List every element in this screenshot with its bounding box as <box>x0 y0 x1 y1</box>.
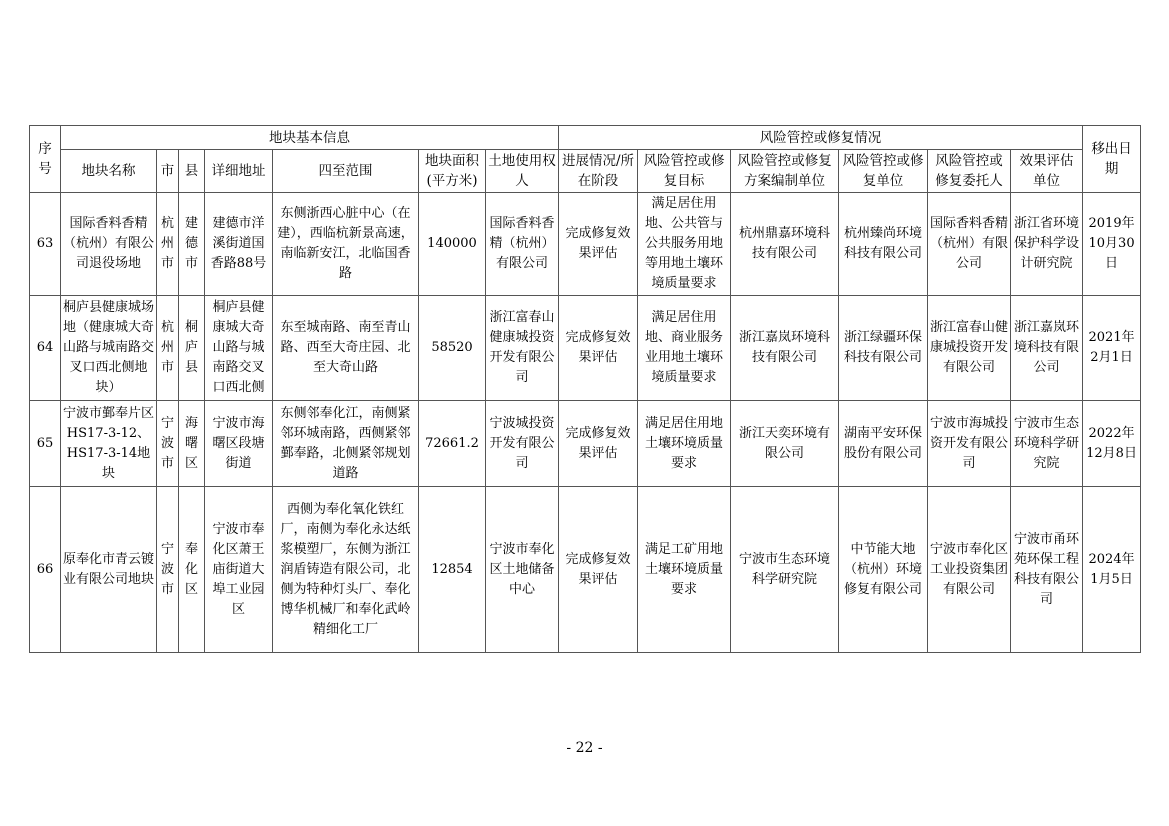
cell-target: 满足居住用地、商业服务业用地土壤环境质量要求 <box>638 296 731 401</box>
cell-seq: 63 <box>30 193 61 296</box>
cell-seq: 66 <box>30 487 61 653</box>
cell-target: 满足工矿用地土壤环境质量要求 <box>638 487 731 653</box>
header-seq: 序号 <box>30 126 61 193</box>
cell-area: 12854 <box>419 487 486 653</box>
cell-repair-unit: 杭州臻尚环境科技有限公司 <box>839 193 928 296</box>
cell-county: 建德市 <box>179 193 205 296</box>
cell-site-name: 桐庐县健康城场地（健康城大奇山路与城南路交叉口西北侧地块） <box>61 296 157 401</box>
cell-city: 杭州市 <box>157 193 179 296</box>
header-county: 县 <box>179 150 205 193</box>
cell-area: 140000 <box>419 193 486 296</box>
cell-site-name: 宁波市鄞奉片区HS17-3-12、HS17-3-14地块 <box>61 401 157 487</box>
cell-site-name: 国际香料香精（杭州）有限公司退役场地 <box>61 193 157 296</box>
cell-eval-unit: 宁波市甬环苑环保工程科技有限公司 <box>1011 487 1083 653</box>
cell-removal-date: 2024年1月5日 <box>1083 487 1141 653</box>
cell-target: 满足居住用地土壤环境质量要求 <box>638 401 731 487</box>
cell-plan-unit: 宁波市生态环境科学研究院 <box>731 487 839 653</box>
cell-eval-unit: 宁波市生态环境科学研究院 <box>1011 401 1083 487</box>
cell-city: 宁波市 <box>157 487 179 653</box>
cell-county: 奉化区 <box>179 487 205 653</box>
header-stage: 进展情况/所在阶段 <box>559 150 638 193</box>
cell-bounds: 东至城南路、南至青山路、西至大奇庄园、北至大奇山路 <box>273 296 419 401</box>
cell-owner: 浙江富春山健康城投资开发有限公司 <box>486 296 559 401</box>
cell-eval-unit: 浙江省环境保护科学设计研究院 <box>1011 193 1083 296</box>
header-client: 风险管控或修复委托人 <box>928 150 1011 193</box>
header-removal-date: 移出日期 <box>1083 126 1141 193</box>
cell-client: 宁波市海城投资开发有限公司 <box>928 401 1011 487</box>
cell-client: 国际香料香精（杭州）有限公司 <box>928 193 1011 296</box>
header-repair-unit: 风险管控或修复单位 <box>839 150 928 193</box>
cell-bounds: 东侧浙西心脏中心（在建），西临杭新景高速，南临新安江，北临国香路 <box>273 193 419 296</box>
cell-client: 浙江富春山健康城投资开发有限公司 <box>928 296 1011 401</box>
header-area: 地块面积(平方米) <box>419 150 486 193</box>
cell-plan-unit: 浙江天奕环境有限公司 <box>731 401 839 487</box>
header-target: 风险管控或修复目标 <box>638 150 731 193</box>
cell-client: 宁波市奉化区工业投资集团有限公司 <box>928 487 1011 653</box>
cell-address: 宁波市海曙区段塘街道 <box>205 401 273 487</box>
cell-repair-unit: 湖南平安环保股份有限公司 <box>839 401 928 487</box>
header-group-basic-info: 地块基本信息 <box>61 126 559 150</box>
cell-address: 宁波市奉化区萧王庙街道大埠工业园区 <box>205 487 273 653</box>
cell-plan-unit: 杭州鼎嘉环境科技有限公司 <box>731 193 839 296</box>
table-row <box>30 296 1141 401</box>
header-site-name: 地块名称 <box>61 150 157 193</box>
cell-owner: 国际香料香精（杭州）有限公司 <box>486 193 559 296</box>
page-number: - 22 - <box>566 740 603 756</box>
header-plan-unit: 风险管控或修复方案编制单位 <box>731 150 839 193</box>
cell-removal-date: 2021年2月1日 <box>1083 296 1141 401</box>
header-city: 市 <box>157 150 179 193</box>
cell-county: 桐庐县 <box>179 296 205 401</box>
cell-repair-unit: 中节能大地（杭州）环境修复有限公司 <box>839 487 928 653</box>
header-eval-unit: 效果评估单位 <box>1011 150 1083 193</box>
cell-address: 桐庐县健康城大奇山路与城南路交叉口西北侧 <box>205 296 273 401</box>
cell-area: 58520 <box>419 296 486 401</box>
cell-repair-unit: 浙江绿疆环保科技有限公司 <box>839 296 928 401</box>
cell-removal-date: 2019年10月30日 <box>1083 193 1141 296</box>
cell-eval-unit: 浙江嘉岚环境科技有限公司 <box>1011 296 1083 401</box>
cell-plan-unit: 浙江嘉岚环境科技有限公司 <box>731 296 839 401</box>
table-row <box>30 193 1141 296</box>
cell-seq: 64 <box>30 296 61 401</box>
header-address: 详细地址 <box>205 150 273 193</box>
cell-city: 杭州市 <box>157 296 179 401</box>
cell-stage: 完成修复效果评估 <box>559 487 638 653</box>
header-group-risk-control: 风险管控或修复情况 <box>559 126 1083 150</box>
cell-stage: 完成修复效果评估 <box>559 193 638 296</box>
cell-address: 建德市洋溪街道国香路88号 <box>205 193 273 296</box>
cell-city: 宁波市 <box>157 401 179 487</box>
table-row <box>30 401 1141 487</box>
site-removal-table <box>29 125 1141 653</box>
cell-owner: 宁波市奉化区土地储备中心 <box>486 487 559 653</box>
cell-county: 海曙区 <box>179 401 205 487</box>
cell-owner: 宁波城投资开发有限公司 <box>486 401 559 487</box>
cell-stage: 完成修复效果评估 <box>559 296 638 401</box>
cell-site-name: 原奉化市青云镀业有限公司地块 <box>61 487 157 653</box>
header-bounds: 四至范围 <box>273 150 419 193</box>
cell-removal-date: 2022年12月8日 <box>1083 401 1141 487</box>
header-owner: 土地使用权人 <box>486 150 559 193</box>
table-row <box>30 487 1141 653</box>
cell-area: 72661.2 <box>419 401 486 487</box>
cell-stage: 完成修复效果评估 <box>559 401 638 487</box>
cell-target: 满足居住用地、公共管与公共服务用地等用地土壤环境质量要求 <box>638 193 731 296</box>
cell-bounds: 西侧为奉化氧化铁红厂，南侧为奉化永达纸浆模塑厂，东侧为浙江润盾铸造有限公司，北侧为特种灯头厂、奉化博华机械厂和奉化武岭精细化工厂 <box>273 487 419 653</box>
cell-seq: 65 <box>30 401 61 487</box>
cell-bounds: 东侧邻奉化江，南侧紧邻环城南路，西侧紧邻鄞奉路，北侧紧邻规划道路 <box>273 401 419 487</box>
